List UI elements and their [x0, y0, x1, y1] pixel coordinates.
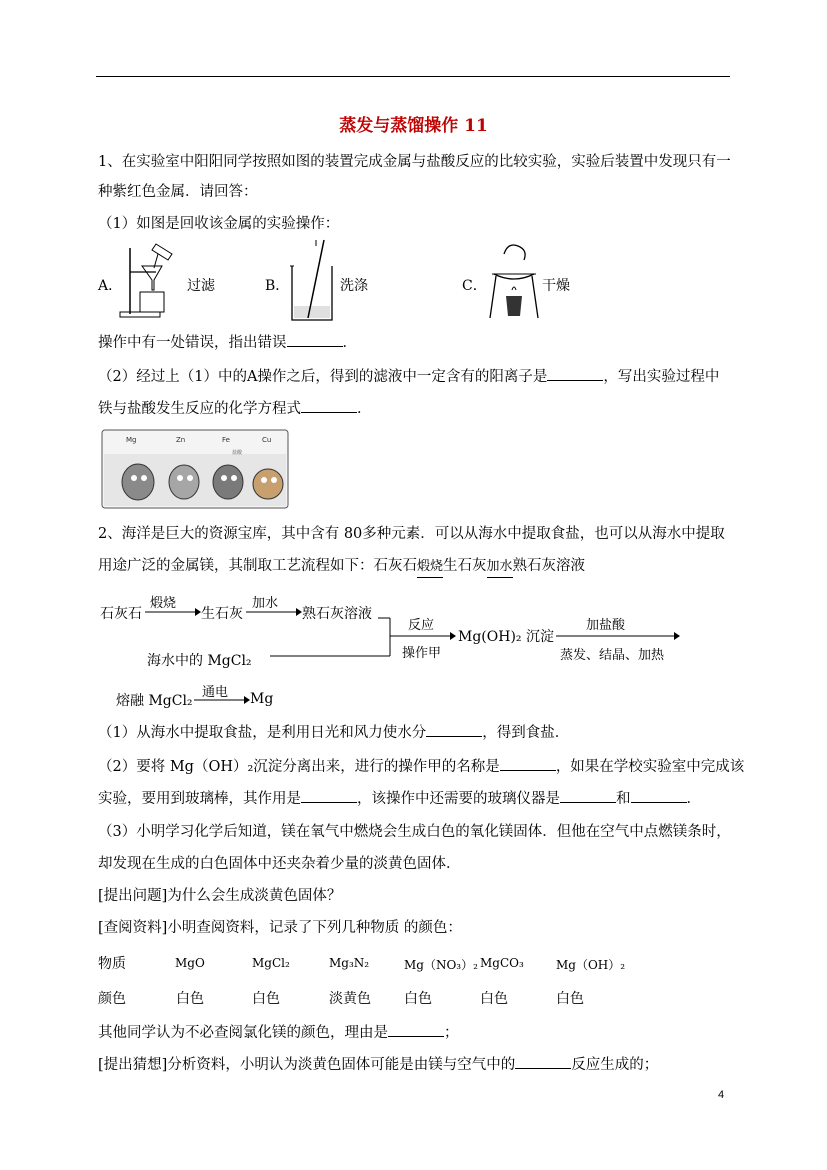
- header-rule: [96, 76, 730, 77]
- table-substance: MgCO₃: [480, 956, 524, 970]
- table-substance: Mg₃N₂: [329, 956, 370, 970]
- answer-blank[interactable]: [547, 366, 603, 381]
- q2-line1: 2、海洋是巨大的资源宝库，其中含有 80多种元素．可以从海水中提取食盐，也可以从海水中提取: [98, 526, 725, 542]
- q2-s3-line1: （3）小明学习化学后知道，镁在氧气中燃烧会生成白色的氧化镁固体．但他在空气中点燃镁条时，: [98, 824, 731, 840]
- q1-line2: 种紫红色金属．请回答：: [98, 184, 258, 200]
- metal-label-mg: Mg: [126, 436, 137, 444]
- table-substance: Mg（NO₃）₂: [404, 958, 478, 972]
- metal-acid-cartoon-icon: [100, 428, 290, 510]
- table-color: 白色: [480, 991, 508, 1007]
- op-c-label: 干燥: [542, 278, 570, 294]
- table-color: 白色: [556, 991, 584, 1007]
- filtration-apparatus-icon: [116, 240, 184, 320]
- q2-s1: （1）从海水中提取食盐，是利用日光和风力使水分 ，得到食盐．: [98, 722, 569, 743]
- metal-label-cu: Cu: [262, 436, 272, 444]
- table-color: 淡黄色: [329, 991, 371, 1007]
- q1-sub2-line1: （2）经过上（1）中的A操作之后，得到的滤液中一定含有的阳离子是 ，写出实验过程中: [98, 366, 719, 387]
- page-number: 4: [718, 1089, 725, 1101]
- flow-calcine: 煅烧: [150, 596, 177, 611]
- table-substance: MgCl₂: [252, 956, 290, 970]
- answer-blank[interactable]: [301, 788, 357, 803]
- q2-other: 其他同学认为不必查阅氯化镁的颜色，理由是 ；: [98, 1022, 459, 1043]
- flow-molten-mgcl2: 熔融 MgCl₂: [116, 693, 193, 709]
- table-color: 白色: [176, 991, 204, 1007]
- table-substance: Mg（OH）₂: [556, 958, 626, 972]
- flow-mgoh2: Mg(OH)₂ 沉淀: [458, 629, 554, 645]
- answer-blank[interactable]: [500, 756, 556, 771]
- answer-blank[interactable]: [287, 332, 343, 347]
- drying-apparatus-icon: [484, 238, 544, 324]
- q1-error-line: 操作中有一处错误，指出错误 ．: [98, 332, 357, 353]
- table-color: 白色: [252, 991, 280, 1007]
- op-b-label: 洗涤: [340, 278, 368, 294]
- flow-mg: Mg: [250, 691, 274, 707]
- q1-sub1: （1）如图是回收该金属的实验操作：: [98, 216, 340, 232]
- arrow-icon: [145, 607, 201, 617]
- metal-label-fe: Fe: [222, 436, 230, 444]
- op-c-letter: C．: [462, 278, 487, 294]
- q2-ask: [提出问题]为什么会生成淡黄色固体？: [98, 888, 342, 904]
- q1-sub2-line2: 铁与盐酸发生反应的化学方程式 ．: [98, 398, 372, 419]
- op-b-letter: B．: [265, 278, 290, 294]
- flow-sea-mgcl2: 海水中的 MgCl₂: [147, 653, 252, 669]
- page-title: 蒸发与蒸馏操作 11: [339, 116, 488, 136]
- table-substance: MgO: [175, 956, 205, 970]
- flow-quicklime: 生石灰: [201, 606, 243, 622]
- table-row-label: 颜色: [98, 991, 126, 1007]
- q2-s3-line2: 却发现在生成的白色固体中还夹杂着少量的淡黄色固体．: [98, 856, 461, 872]
- q1-line1: 1、在实验室中阳阳同学按照如图的装置完成金属与盐酸反应的比较实验，实验后装置中发现只有一: [98, 154, 731, 170]
- flow-operation-a: 操作甲: [402, 646, 442, 661]
- answer-blank[interactable]: [301, 398, 357, 413]
- flow-limestone: 石灰石: [100, 606, 142, 622]
- q2-guess: [提出猜想]分析资料，小明认为淡黄色固体可能是由镁与空气中的 反应生成的；: [98, 1054, 658, 1075]
- washing-beaker-icon: [286, 236, 340, 326]
- acid-label: 盐酸: [232, 450, 243, 456]
- flow-add-water: 加水: [252, 596, 279, 611]
- q2-line2: 用途广泛的金属镁，其制取工艺流程如下：石灰石煅烧生石灰加水熟石灰溶液: [98, 556, 585, 578]
- q2-lookup: [查阅资料]小明查阅资料，记录了下列几种物质 的颜色：: [98, 920, 462, 936]
- q2-s2-line2: 实验，要用到玻璃棒，其作用是 ，该操作中还需要的玻璃仪器是 和 ．: [98, 788, 701, 809]
- answer-blank[interactable]: [631, 788, 687, 803]
- table-head: 物质: [98, 956, 126, 972]
- answer-blank[interactable]: [388, 1022, 444, 1037]
- table-color: 白色: [404, 991, 432, 1007]
- flow-limewater: 熟石灰溶液: [302, 606, 372, 622]
- metal-label-zn: Zn: [176, 436, 186, 444]
- flow-react: 反应: [408, 618, 435, 633]
- flow-electrolysis: 通电: [202, 685, 229, 700]
- arrow-icon: [556, 631, 682, 641]
- op-a-letter: A．: [98, 278, 123, 294]
- q2-s2-line1: （2）要将 Mg（OH）₂沉淀分离出来，进行的操作甲的名称是 ，如果在学校实验室中完成该: [98, 756, 744, 777]
- answer-blank[interactable]: [515, 1054, 571, 1069]
- flow-evaporate: 蒸发、结晶、加热: [560, 648, 665, 663]
- answer-blank[interactable]: [426, 722, 482, 737]
- op-a-label: 过滤: [187, 278, 215, 294]
- answer-blank[interactable]: [560, 788, 616, 803]
- arrow-icon: [194, 695, 250, 705]
- flow-add-hcl: 加盐酸: [586, 618, 626, 633]
